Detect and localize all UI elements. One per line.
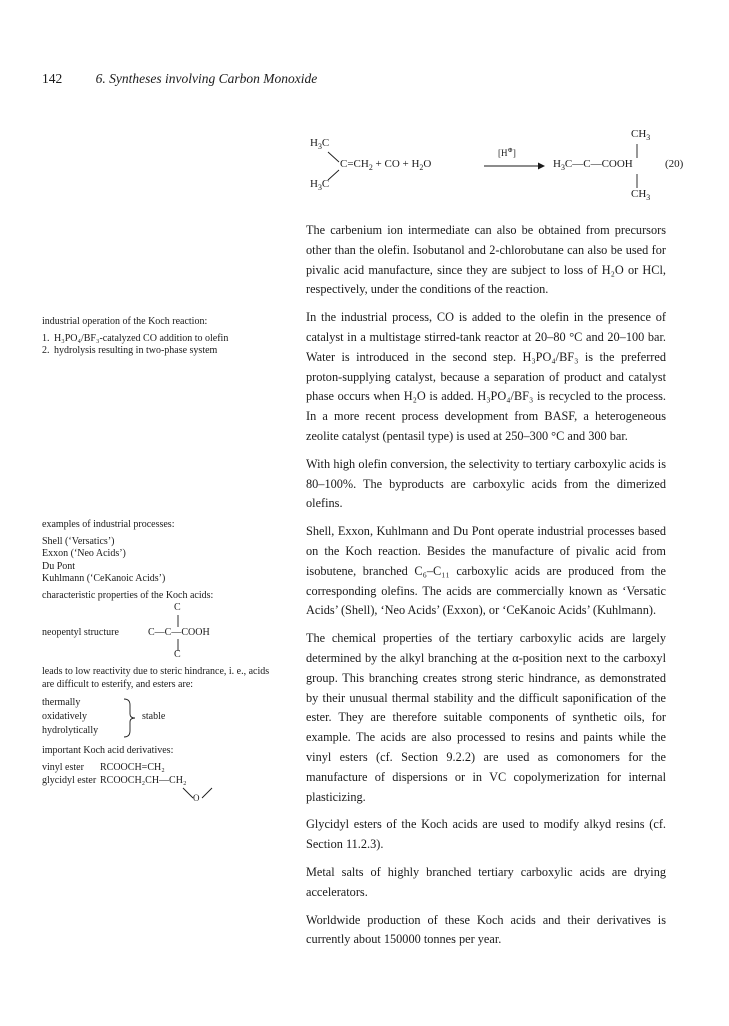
equation-number: (20): [665, 158, 684, 170]
list-item: hydrolytically: [42, 725, 99, 736]
stable-label: stable: [142, 711, 166, 722]
methyl-group-bottom: $H_3C$: [310, 178, 330, 193]
neopentyl-top-carbon: C: [174, 602, 181, 613]
neopentyl-formula: C—C—COOH: [148, 627, 210, 638]
list-item: Shell (‘Versatics’): [42, 535, 115, 547]
paragraph-production: Worldwide production of these Koch acids and their derivatives is currently about 150000 tonnes per year.: [306, 912, 666, 947]
paragraph-properties: The chemical properties of the tertiary carboxylic acids are largely determined by the alkyl branching at the α-position next to the carboxyl group. This branching creates strong steric hindrance, as demonstrated by their unusual thermal stability and the difficult saponification of the ester. They are therefore suitable components of synthetic oils, for example. The acids are also processed to resins and paints while the vinyl esters (cf. Section 9.2.2) are used as comonomers for the manufacture of dispersions or in VC copolymerization for internal plasticizing.: [306, 631, 666, 804]
side-note-title: industrial operation of the Koch reaction:: [42, 316, 208, 327]
glycidyl-ester-label: glycidyl ester: [42, 774, 97, 786]
process-list: [42, 536, 282, 586]
catalyst-label: [H⊕]: [498, 147, 516, 158]
brace-icon: [122, 697, 142, 739]
reactivity-note: leads to low reactivity due to steric hindrance, i. e., acids are difficult to esterify, and esters are:: [42, 666, 270, 690]
list-item: Exxon (‘Neo Acids’): [42, 548, 126, 559]
main-text: [306, 221, 666, 958]
methyl-group-top: $H_3C$: [310, 137, 330, 152]
properties-title: characteristic properties of the Koch acids:: [42, 589, 214, 601]
reaction-scheme: [306, 122, 686, 212]
list-item: oxidatively: [42, 711, 87, 722]
side-note-examples: [42, 519, 282, 806]
product-bottom-methyl: $CH_3$: [631, 188, 651, 203]
list-item: 2. hydrolysis resulting in two-phase system: [42, 345, 218, 356]
page-number: 142: [42, 71, 63, 86]
paragraph-carbenium: The carbenium ion intermediate can also be obtained from precursors other than the olefin. Isobutanol and 2-chlorobutane can also be used for pivalic acid manufacture, since they are subject to loss of H₂O or HCl, respectively, under the conditions of the reaction.: [306, 223, 666, 297]
paragraph-selectivity: With high olefin conversion, the selectivity to tertiary carboxylic acids is 80–100%. The byproducts are carboxylic acids from the dimerized olefins.: [306, 456, 666, 511]
epoxide-ring-bonds: [42, 762, 282, 806]
paragraph-producers: Shell, Exxon, Kuhlmann and Du Pont operate industrial processes based on the Koch reaction. Besides the manufacture of pivalic acid from isobutene, branched C₆–C₁₁ carboxylic acids are produced from the corresponding olefins. The acids are commercially known as ‘Versatic Acids’ (Shell), ‘Neo Acids’ (Exxon), or ‘CeKanoic Acids’ (Kuhlmann).: [306, 524, 666, 618]
glycidyl-ester-formula: RCOOCH₂CH—CH₂: [100, 774, 187, 786]
vinyl-ester-label: vinyl ester: [42, 761, 84, 773]
paragraph-industrial-process: In the industrial process, CO is added to the olefin in the presence of catalyst in a multistage stirred-tank reactor at 20–80 °C and 20–100 bar. Water is introduced in the second step. H₃PO₄/BF₃ is the preferred proton-supplying catalyst, because a separation of product and catalyst phase occurs when H₂O is added. H₃PO₄/BF₃ is recycled to the process. In a more recent process development from BASF, a heterogeneous zeolite catalyst (pentasil type) is used at 250–300 °C and 300 bar.: [306, 310, 666, 443]
vinyl-ester-formula: RCOOCH=CH₂: [100, 761, 165, 773]
page-header: [42, 71, 317, 87]
paragraph-metal-salts: Metal salts of highly branched tertiary carboxylic acids are drying accelerators.: [306, 864, 666, 899]
side-note-industrial-operation: [42, 316, 282, 358]
epoxide-oxygen: O: [193, 792, 200, 803]
side-note-title: examples of industrial processes:: [42, 519, 175, 530]
product-top-methyl: $CH_3$: [631, 128, 651, 143]
neopentyl-bottom-carbon: C: [174, 649, 181, 660]
operation-steps: [42, 333, 282, 358]
list-item: Kuhlmann (‘CeKanoic Acids’): [42, 573, 166, 584]
list-item: thermally: [42, 697, 81, 708]
product-formula: $H_3C—C—COOH$: [553, 158, 633, 173]
derivatives-title: important Koch acid derivatives:: [42, 745, 174, 756]
reactants: $C=CH_2$ + CO + $H_2O$: [340, 158, 432, 173]
paragraph-glycidyl: Glycidyl esters of the Koch acids are used to modify alkyd resins (cf. Section 11.2.3).: [306, 817, 666, 852]
neopentyl-label: neopentyl structure: [42, 627, 119, 638]
chapter-title: 6. Syntheses involving Carbon Monoxide: [95, 71, 318, 86]
neopentyl-structure: [42, 602, 282, 660]
list-item: Du Pont: [42, 560, 76, 572]
derivatives-list: [42, 762, 282, 806]
stability-list: [42, 697, 282, 739]
list-item: 1. H₃PO₄/BF₃-catalyzed CO addition to olefin: [42, 332, 229, 344]
